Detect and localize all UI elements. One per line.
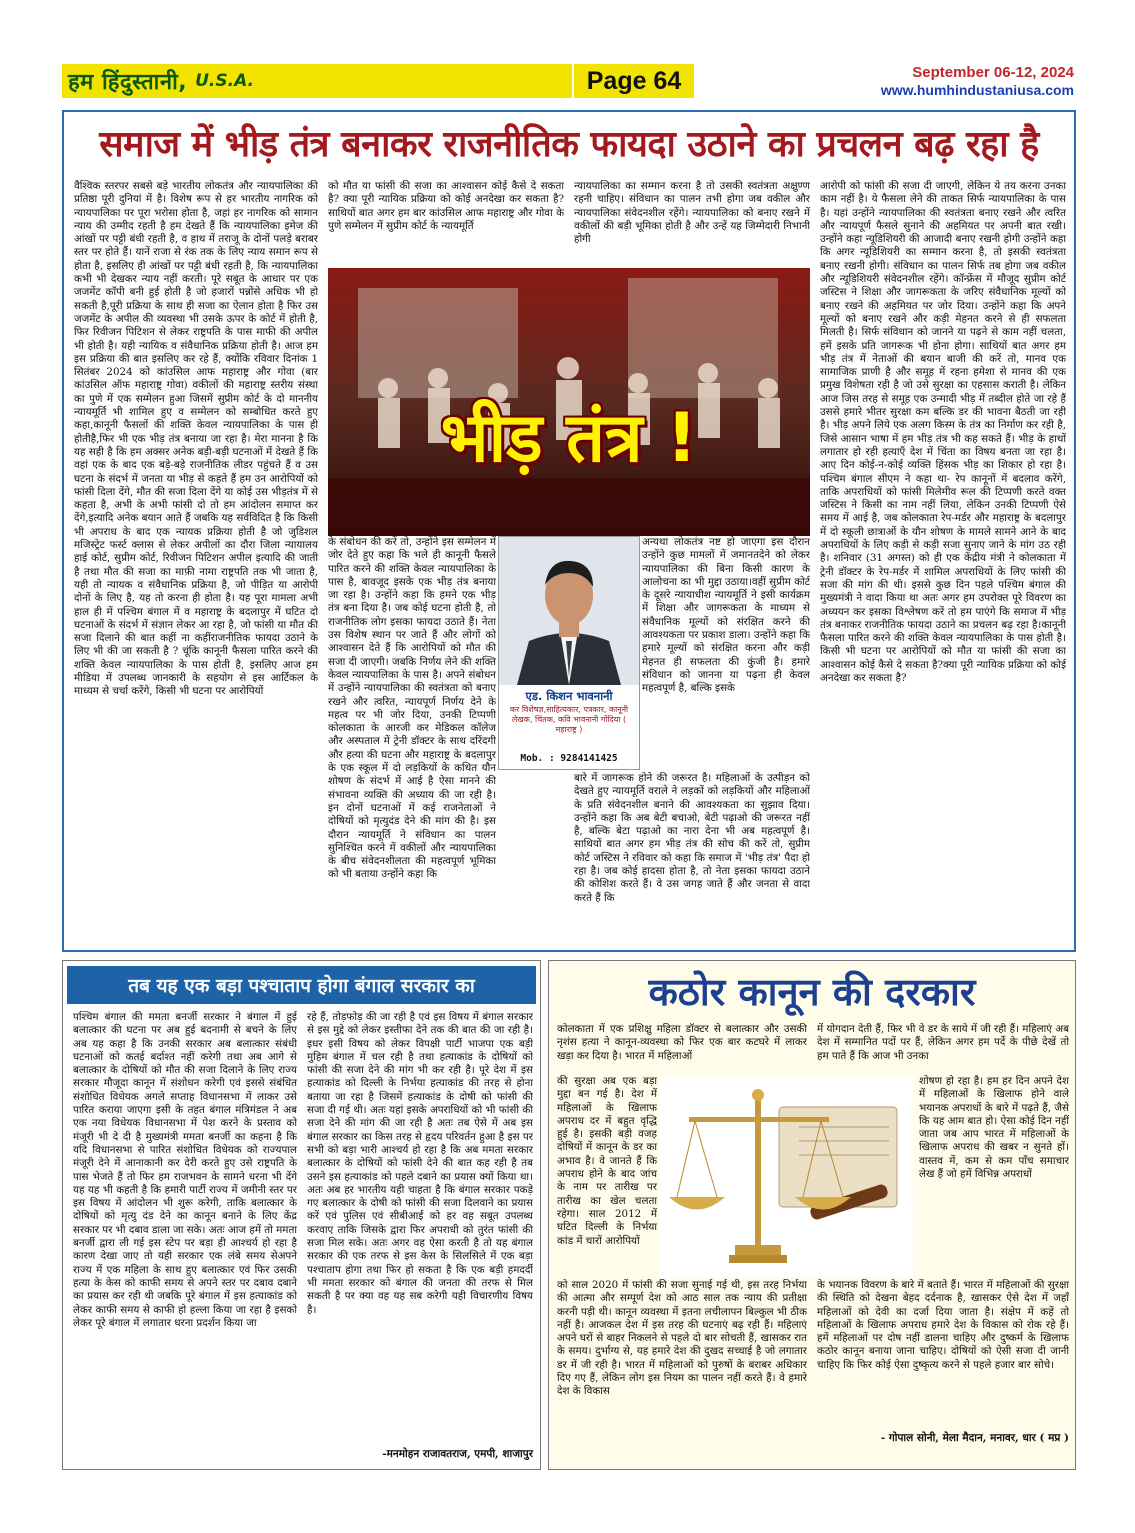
law-article	[548, 960, 1076, 1470]
main-article-column-2-top	[328, 180, 564, 268]
law-article-headline: कठोर कानून की दरकार	[648, 970, 976, 1014]
author-name: एड. किशन भावनानी	[525, 689, 613, 703]
crowd-photo	[328, 268, 810, 536]
article-text: के संबोधन की करें तो, उन्होंने इस सम्मेलन में जोर देते हुए कहा कि भले ही कानूनी फैसले पारित करने की शक्ति केवल न्यायपालिका के पास है, बावजूद इसके एक भीड़ तंत्र बनाया जा रहा है। उन्होंने कहा कि हमने एक भीड़ तंत्र बना दिया है। जब कोई घटना होती है, तो राजनीतिक लोग इसका फायदा उठाते हैं। नेता उस विशेष स्थान पर जाते हैं और लोगों को आश्वासन देते हैं कि आरोपियों को मौत की सजा दी जाएगी। जबकि निर्णय लेने की शक्ति केवल न्यायपालिका के पास है। अपने संबोधन में उन्होंने न्यायपालिका की स्वतंत्रता को बनाए रखने और त्वरित, न्यायपूर्ण निर्णय देने के महत्व पर भी जोर दिया, उनकी टिप्पणी कोलकाता के आरजी कर मेडिकल कॉलेज और अस्पताल में ट्रेनी डॉक्टर के साथ दरिंदगी और हत्या की घटना और महाराष्ट्र के बदलापुर के एक स्कूल में दो लड़कियों के कथित यौन शोषण के संदर्भ में आई है ऐसा मानने की संभावना व्यक्ति की अध्याय की जा रही है। इन दोनों घटनाओं में कई राजनेताओं ने दोषियों को मृत्युदंड देने की मांग की है। इस दौरान न्यायमूर्ति ने संविधान का पालन सुनिश्चित करने में वकीलों और न्यायपालिका के बीच संवेदनशीलता की महत्वपूर्ण भूमिका को भी बताया उन्होंने कहा कि	[328, 536, 496, 881]
article-text: के भयानक विवरण के बारे में बताते हैं। भारत में महिलाओं की सुरक्षा की स्थिति को देखना बेहद दर्दनाक है, खासकर ऐसे देश में जहाँ महिलाओं को देवी का दर्जा दिया जाता है। संक्षेप में कहें तो महिलाओं के खिलाफ अपराध हमारे देश के विकास को रोक रहे हैं। हमें महिलाओं पर दोष नहीं डालना चाहिए और दुष्कर्म के खिलाफ कठोर कानून बनाया जाना चाहिए। दोषियों को ऐसी सजा दी जानी चाहिए कि फिर कोई ऐसा दुष्कृत्य करने से पहले हजार बार सोचे।	[817, 1279, 1069, 1371]
issue-info	[881, 64, 1074, 98]
article-text: शोषण हो रहा है। हम हर दिन अपने देश में महिलाओं के खिलाफ होने वाले भयानक अपराधों के बारे में पढ़ते हैं, जैसे कि यह आम बात हो। ऐसा कोई दिन नहीं जाता जब आप भारत में महिलाओं के खिलाफ अपराध की खबर न सुनते हों। वास्तव में, कम से कम पाँच समाचार लेख हैं जो हमें विभिन्न अपराधों	[919, 1075, 1069, 1181]
photo-caption: भीड़ तंत्र !	[440, 399, 698, 478]
article-text: बारे में जागरूक होने की जरूरत है। महिलाओं के उत्पीड़न को देखते हुए न्यायमूर्ति वराले ने लड़कों को लड़कियों और महिलाओं के प्रति संवेदनशील बनाने की आवश्यकता का सुझाव दिया। उन्होंने कहा कि अब बेटी बचाओ, बेटी पढ़ाओ की जरूरत नहीं है, बल्कि बेटा पढ़ाओ का नारा देना भी अब महत्वपूर्ण है। साथियों बात अगर हम भीड़ तंत्र की सोच की करें तो, सुप्रीम कोर्ट जस्टिस ने रविवार को कहा कि समाज में 'भीड़ तंत्र' पैदा हो रहा है। जब कोई हादसा होता है, तो नेता इसका फायदा उठाने की कोशिश करते हैं। वे उस जगह जाते हैं और जनता से वादा करते हैं कि	[574, 772, 810, 904]
bengal-article-headline: तब यह एक बड़ा पश्चाताप होगा बंगाल सरकार का	[67, 966, 536, 1004]
main-article-column-3-bottom	[642, 536, 810, 706]
article-text: को मौत या फांसी की सजा का आश्वासन कोई कैसे दे सकता है? क्या पूरी न्यायिक प्रक्रिया को कोई अनदेखा कर सकता है? साथियों बात अगर हम बार कांउसिल आफ महाराष्ट्र और गोवा के पुणे सम्मेलन में सुप्रीम कोर्ट के न्यायमूर्ति	[328, 180, 564, 232]
article-text: रहे हैं, तोड़फोड़ की जा रही है एवं इस विषय में बंगाल सरकार से इस मुद्दे को लेकर इस्तीफा देने तक की बात की जा रही है। इधर इसी विषय को लेकर विपक्षी पार्टी भाजपा एक बड़ी मुहिम बंगाल में चल रही है तथा हत्याकांड के दोषियों को फांसी की सजा देने की मांग भी कर रही है। पूरे देश में इस हत्याकांड को दिल्ली के निर्भया हत्याकांड की तरह से होना बताया जा रहा है जिसमें हत्याकांड के दोषी को फांसी की सजा दी गई थी। अतः यहां इसके अपराधियों को भी फांसी की सजा देने की मांग की जा रही है अतः तब ऐसे में अब इस बंगाल सरकार का किस तरह से हृदय परिवर्तन हुआ है इस पर सभी को बड़ा भारी आश्चर्य हो रहा है कि अब ममता सरकार बलात्कार के दोषियों को फांसी देने की बात कह रही है तब उसने इस हत्याकांड को पहले दबाने का प्रयास क्यों किया था। अतः अब हर भारतीय यही चाहता है कि बंगाल सरकार पकड़े गए बलात्कार के दोषी को फांसी की सजा दिलवाने का प्रयास करें एवं पुलिस एवं सीबीआई को हर वह सबूत उपलब्ध करवाए ताकि जिसके द्वारा फिर अपराधी को तुरंत फांसी की सजा मिल सके। अतः अगर वह ऐसा करती है तो यह बंगाल सरकार की एक तरफ से इस केस के सिलसिले में एक बड़ा पश्चाताप होगा तथा फिर हो सकता है कि एक बड़ी हमदर्दी भी ममता सरकार को बंगाल की जनता की तरफ से मिल सकती है पर क्या वह यह सब करेगी यही विचारणीय विषय है।	[307, 1011, 533, 1316]
article-text: अन्यथा लोकतंत्र नष्ट हो जाएगा इस दौरान उन्होंने कुछ मामलों में जमानतदेने को लेकर न्यायपालिका की बिना किसी कारण के आलोचना का भी मुद्दा उठाया।वहीं सुप्रीम कोर्ट के दूसरे न्यायाधीश न्यायमूर्ति ने इसी कार्यक्रम में शिक्षा और जागरूकता के माध्यम से संवैधानिक मूल्यों को संरक्षित करने की आवश्यकता पर प्रकाश डाला। उन्होंने कहा कि हमारे मूल्यों को संरक्षित करना और कड़ी मेहनत ही सफलता की कुंजी है। हमारे संविधान को जानना या पढ़ना ही केवल महत्वपूर्ण है, बल्कि इसके	[642, 536, 810, 695]
author-photo	[499, 537, 639, 685]
bengal-article-byline: -मनमोहन राजावतराज, एमपी, शाजापुर	[382, 1448, 533, 1460]
main-article-column-3-top	[574, 180, 810, 268]
law-article-column-2-top	[817, 1023, 1069, 1075]
author-card	[498, 536, 640, 770]
law-article-column-1-side	[557, 1075, 657, 1275]
main-article-column-3-lower	[574, 772, 810, 946]
author-mobile: Mob. : 9284141425	[520, 753, 618, 764]
law-article-column-2-bottom	[817, 1279, 1069, 1429]
author-portrait	[499, 537, 639, 685]
scales-of-justice-image	[659, 1077, 913, 1277]
author-description: कर विशेषज्ञ,साहित्यकार, पत्रकार, कानूनी लेखक, चिंतक, कवि भावनानी गोंदिया ( महाराष्ट्र )	[509, 705, 629, 734]
main-article-column-4	[820, 180, 1066, 946]
page-number: Page 64	[574, 64, 694, 98]
bengal-article-column-1	[73, 1011, 297, 1461]
masthead	[62, 64, 1074, 98]
law-article-column-1-top	[557, 1023, 807, 1075]
issue-date: September 06-12, 2024	[912, 64, 1074, 81]
law-article-column-2-side	[919, 1075, 1069, 1275]
main-article-column-2-bottom	[328, 536, 496, 946]
article-text: वैश्विक स्तरपर सबसे बड़े भारतीय लोकतंत्र और न्यायपालिका की प्रतिष्ठा पूरी दुनियां में है। विशेष रूप से हर भारतीय नागरिक को न्यायपालिका पर पूरा भरोसा होता है, जहां हर नागरिक को सामान न्याय की उम्मीद रहती है हम देखते हैं कि न्यायपालिका इमेज की आंखों पर पट्टी बंधी रहती है, व हाथ में तराजू के दोनों पलड़े बराबर स्तर पर होते हैं। यानें राजा से रंक तक के लिए न्याय समान रूप से होता है, इसलिए ही आंखों पर पट्टी बंधी रहती है, कि न्यायपालिका कभी भी देखकर न्याय नहीं करती। पूरे सबूत के आधार पर एक जजमेंट कॉपी बनी हुई होती है जो हजारों पन्नोंसे अधिक भी हो सकती है,पूरी प्रक्रिया के साथ ही सजा का ऐलान होता है फिर उस जजमेंट के अपील की व्यवस्था भी उसके ऊपर के कोर्ट में होती है, फिर रिवीजन पिटिशन से लेकर राष्ट्रपति के पास माफी की अपील भी होती है। यही न्यायिक व संवैधानिक प्रक्रिया होती है। आज हम इस प्रक्रिया की बात इसलिए कर रहे हैं, क्योंकि रविवार दिनांक 1 सितंबर 2024 को कांउसिल आफ महाराष्ट्र और गोवा (बार कांउसिल ऑफ महाराष्ट्र गोवा) वकीलों की महाराष्ट्र स्तरीय संस्था का पुणे में एक सम्मेलन हुआ जिसमें सुप्रीम कोर्ट के दो माननीय न्यायमूर्ति भी शामिल हुए व सम्मेलन को सम्बोधित करते हुए कहा,कानूनी फैसलों की शक्ति केवल न्यायपालिका के पास ही होतीहै,फिर भी एक भीड़ तंत्र बनाया जा रहा है। मेरा मानना है कि यह सही है कि हम अक्सर अनेक बड़ी-बड़ी घटनाओं में देखते हैं कि वहां एक के बाद एक बड़े-बड़े राजनीतिक लीडर पहुंचते हैं व उस घटना के संदर्भ में जनता या भीड़ से कहते हैं हम उन आरोपियों को फांसी दिला देंगे, मौत की सजा दिला देंगे या कोई उस भीड़तंत्र में से कहता है, अभी के अभी फांसी दो तो हम आंदोलन समाप्त कर देंगे,इत्यादि अनेक बयान आते हैं जबकि यह सर्वविदित है कि किसी भी अपराध के बाद एक न्यायक प्रक्रिया होती है जो जुडिशल मजिस्ट्रेट फर्स्ट क्लास से लेकर अपीलों का दौरा जिला न्यायालय हाई कोर्ट, सुप्रीम कोर्ट, रिवीजन पिटिशन अपील इत्यादि की जाती है तथा मौत की सजा का माफ़ी नामा राष्ट्रपति तक भी जाता है, यही तो न्यायक व संवैधानिक प्रक्रिया है, जो पीड़ित या आरोपी दोनों के लिए है, यह तो करना ही होता है। यह पूरा मामला अभी हाल ही में पश्चिम बंगाल में व महाराष्ट्र के बदलापुर में घटित दो घटनाओं के संदर्भ में संज्ञान लेकर आ रहा है, जो फांसी या मौत की सजा दिलाने की बात कहीं ना कहींराजनीतिक फायदा उठाने के लिए भी की जा सकती है ? चूंकि कानूनी फैसला पारित करने की शक्ति केवल न्यायपालिका के पास होती है, इसलिए आज हम मीडिया में उपलब्ध जानकारी के सहयोग से इस आर्टिकल के माध्यम से चर्चा करेंगे, किसी भी घटना पर आरोपियों	[74, 180, 318, 698]
main-article-column-1	[74, 180, 318, 946]
main-article	[62, 110, 1076, 952]
article-text: कोलकाता में एक प्रशिक्षु महिला डॉक्टर से बलात्कार और उसकी नृशंस हत्या ने कानून-व्यवस्था को फिर एक बार कटघरे में लाकर खड़ा कर दिया है। भारत में महिलाओं	[557, 1023, 807, 1062]
article-text: न्यायपालिका का सम्मान करना है तो उसकी स्वतंत्रता अक्षुण्ण रहनी चाहिए। संविधान का पालन तभी होगा जब वकील और न्यायपालिका संवेदनशील रहेंगे। न्यायपालिका को बनाए रखने में वकीलों की बड़ी भूमिका होती है और उन्हें यह जिम्मेदारी निभानी होगी	[574, 180, 810, 246]
article-text: पश्चिम बंगाल की ममता बनर्जी सरकार ने बंगाल में हुई बलात्कार की घटना पर अब हुई बदनामी से बचने के लिए अब यह कहा है कि उनकी सरकार अब बलात्कार संबंधी घटनाओं को कतई बर्दाश्त नहीं करेगी तथा अब आगे से बलात्कार के दोषियों को मौत की सजा दिलाने के लिए राज्य सरकार मौजूदा कानून में संशोधन करेगी एवं इससे संबंधित संशोधित विधेयक अगले सप्ताह विधानसभा में लाकर उसे पारित कराया जाएगा इसी के तहत बंगाल मंत्रिमंडल ने अब एक नया विधेयक विधानसभा में पेश करने के प्रस्ताव को मंजूरी भी दे दी है मुख्यमंत्री ममता बनर्जी का कहना है कि यदि विधानसभा से पारित संशोधित विधेयक को राज्यपाल मंजूरी देने में आनाकानी कर देरी करते हुए उसे राष्ट्रपति के पास भेजते हैं तो फिर हम राजभवन के सामने धरना भी देंगे यह यह भी कहती है कि हमारी पार्टी राज्य में जमीनी स्तर पर इस विषय में आंदोलन भी शुरू करेगी, ताकि बलात्कार के दोषियों को मृत्यु दंड देने का कानून बनाने के लिए केंद्र सरकार पर भी दबाव डाला जा सके। अतः आज हमें तो ममता बनर्जी द्वारा ली गई इस स्टेप पर बड़ा ही आश्चर्य हो रहा है कारण देखा जाए तो यही सरकार एक लंबे समय सेअपने राज्य में एक महिला के साथ हुए बलात्कार एवं फिर उसकी हत्या के केस को काफी समय से अपने स्तर पर दबाव दबाने का प्रयास कर रही थी जबकि पूरे बंगाल में इस हत्याकांड को लेकर काफी समय से काफी हो हल्ला किया जा रहा है इसको लेकर पूरे बंगाल में लगातार धरना प्रदर्शन किया जा	[73, 1011, 297, 1329]
brand-banner	[62, 64, 572, 98]
law-article-byline: - गोपाल सोनी, मेला मैदान, मनावर, धार ( मप्र )	[880, 1432, 1069, 1444]
website-link[interactable]: www.humhindustaniusa.com	[880, 82, 1074, 98]
bengal-article	[62, 960, 541, 1470]
main-article-headline: समाज में भीड़ तंत्र बनाकर राजनीतिक फायदा उठाने का प्रचलन बढ़ रहा है	[99, 124, 1039, 165]
newspaper-region: U.S.A.	[195, 71, 255, 91]
article-text: की सुरक्षा अब एक बड़ा मुद्दा बन गई है। देश में महिलाओं के खिलाफ अपराध दर में बहुत वृद्धि हुई है। इसकी बड़ी वजह दोषियों में कानून के डर का अभाव है। वे जानते हैं कि अपराध होने के बाद जांच के नाम पर तारीख पर तारीख का खेल चलता रहेगा। साल 2012 में घटित दिल्ली के निर्भया कांड में चारों आरोपियों	[557, 1075, 657, 1247]
law-article-column-1-bottom	[557, 1279, 807, 1465]
scales-icon	[659, 1077, 913, 1277]
article-text: में योगदान देती हैं, फिर भी वे डर के साये में जी रही हैं। महिलाएं अब देश में सम्मानित पदों पर हैं, लेकिन अगर हम पर्दे के पीछे देखें तो हम पाते हैं कि आज भी उनका	[817, 1023, 1069, 1062]
article-text: आरोपी को फांसी की सजा दी जाएगी, लेकिन ये तय करना उनका काम नहीं है। ये फैसला लेने की ताकत सिर्फ न्यायपालिका के पास है। यहां उन्होंने न्यायपालिका की स्वतंत्रता बनाए रखने और त्वरित और न्यायपूर्ण फैसले सुनाने की अहमियत पर अपनी बात रखी। उन्होंने कहा न्यूडिशियरी की आजादी बनाए रखनी होगी उन्होंने कहा कि अगर न्यूडिशियरी का सम्मान करना है, तो इसकी स्वतंत्रता बनाए रखनी होगी। संविधान का पालन सिर्फ तब होगा जब वकील और न्यूडिशियरी संवेदनशील रहेंगे। कॉन्फ्रेंस में मौजूद सुप्रीम कोर्ट जस्टिस ने शिक्षा और जागरूकता के जरिए संवैधानिक मूल्यों को बनाए रखने की अहमियत पर जोर दिया। उन्होंने कहा कि अपने मूल्यों को बनाए रखने और कड़ी मेहनत करने से ही सफलता मिलती है। सिर्फ संविधान को जानने या पढ़ने से काम नहीं चलता, हमें इसके प्रति जागरूक भी होना होगा। साथियों बात अगर हम भीड़ तंत्र में नेताओं की बयान बाजी की करें तो, मानव एक सामाजिक प्राणी है और समूह में रहना हमेशा से मानव की एक प्रमुख विशेषता रही है जो उसे सुरक्षा का एहसास कराती है। लेकिन आज जिस तरह से समूह एक उन्मादी भीड़ में तब्दील होते जा रहे हैं उससे हमारे भीतर सुरक्षा कम बल्कि डर की भावना बैठती जा रही है। भीड़ अपने लिये एक अलग किस्म के तंत्र का निर्माण कर रही है, जिसे आसान भाषा में हम भीड़ तंत्र भी कह सकते हैं। भीड़ के हाथों लगातार हो रही हत्याएँ देश में चिंता का विषय बनता जा रहा है। आए दिन कोई-न-कोई व्यक्ति हिंसक भीड़ का शिकार हो रहा है। पश्चिम बंगाल सीएम ने कहा था- रेप कानूनों में बदलाव करेंगे, ताकि अपराधियों को फांसी मिलेमीव रूल की टिप्पणी करते वक्त जस्टिस ने किसी का नाम नहीं लिया, लेकिन उनकी टिप्पणी ऐसे समय में आई है, जब कोलकाता रेप-मर्डर और महाराष्ट्र के बदलापुर में दो स्कूली छात्राओं के यौन शोषण के मामले सामने आने के बाद अपराधियों के लिए कड़ी से कड़ी सजा सुनाए जाने के मांग उठ रही है। शनिवार (31 अगस्त) को ही एक केंद्रीय मंत्री ने कोलकाता में ट्रेनी डॉक्टर के रेप-मर्डर में शामिल अपराधियों के लिए फांसी की सजा की मांग की थी। इससे कुछ दिन पहले पश्चिम बंगाल की मुख्यमंत्री ने वादा किया था अतः अगर हम उपरोक्त पूरे विवरण का अध्ययन कर इसका विश्लेषण करें तो हम पाएंगे कि समाज में भीड़ तंत्र बनाकर राजनीतिक फायदा उठाने का प्रचलन बढ़ रहा है।कानूनी फैसला पारित करने की शक्ति केवल न्यायपालिका के पास होती है।किसी भी घटना पर आरोपियों को मौत या फांसी की सजा का आश्वासन कोई कैसे दे सकता है?क्या पूरी न्यायिक प्रक्रिया को कोई अनदेखा कर सकता है?	[820, 180, 1066, 684]
bengal-article-column-2	[307, 1011, 533, 1441]
newspaper-name: हम हिंदुस्तानी,	[68, 70, 188, 95]
article-text: को साल 2020 में फांसी की सजा सुनाई गई थी, इस तरह निर्भया की आत्मा और सम्पूर्ण देश को आठ साल तक न्याय की प्रतीक्षा करनी पड़ी थी। कानून व्यवस्था में इतना लचीलापन बिल्कुल भी ठीक नहीं है। आजकल देश में इस तरह की घटनाएं बढ़ रही हैं। महिलाएं अपने घरों से बाहर निकलने से पहले दो बार सोचती हैं, खासकर रात के समय। दुर्भाग्य से, यह हमारे देश की दुखद सच्चाई है जो लगातार डर में जी रही है। भारत में महिलाओं को पुरुषों के बराबर अधिकार दिए गए हैं, लेकिन लोग इस नियम का पालन नहीं करते हैं। वे हमारे देश के विकास	[557, 1279, 807, 1398]
